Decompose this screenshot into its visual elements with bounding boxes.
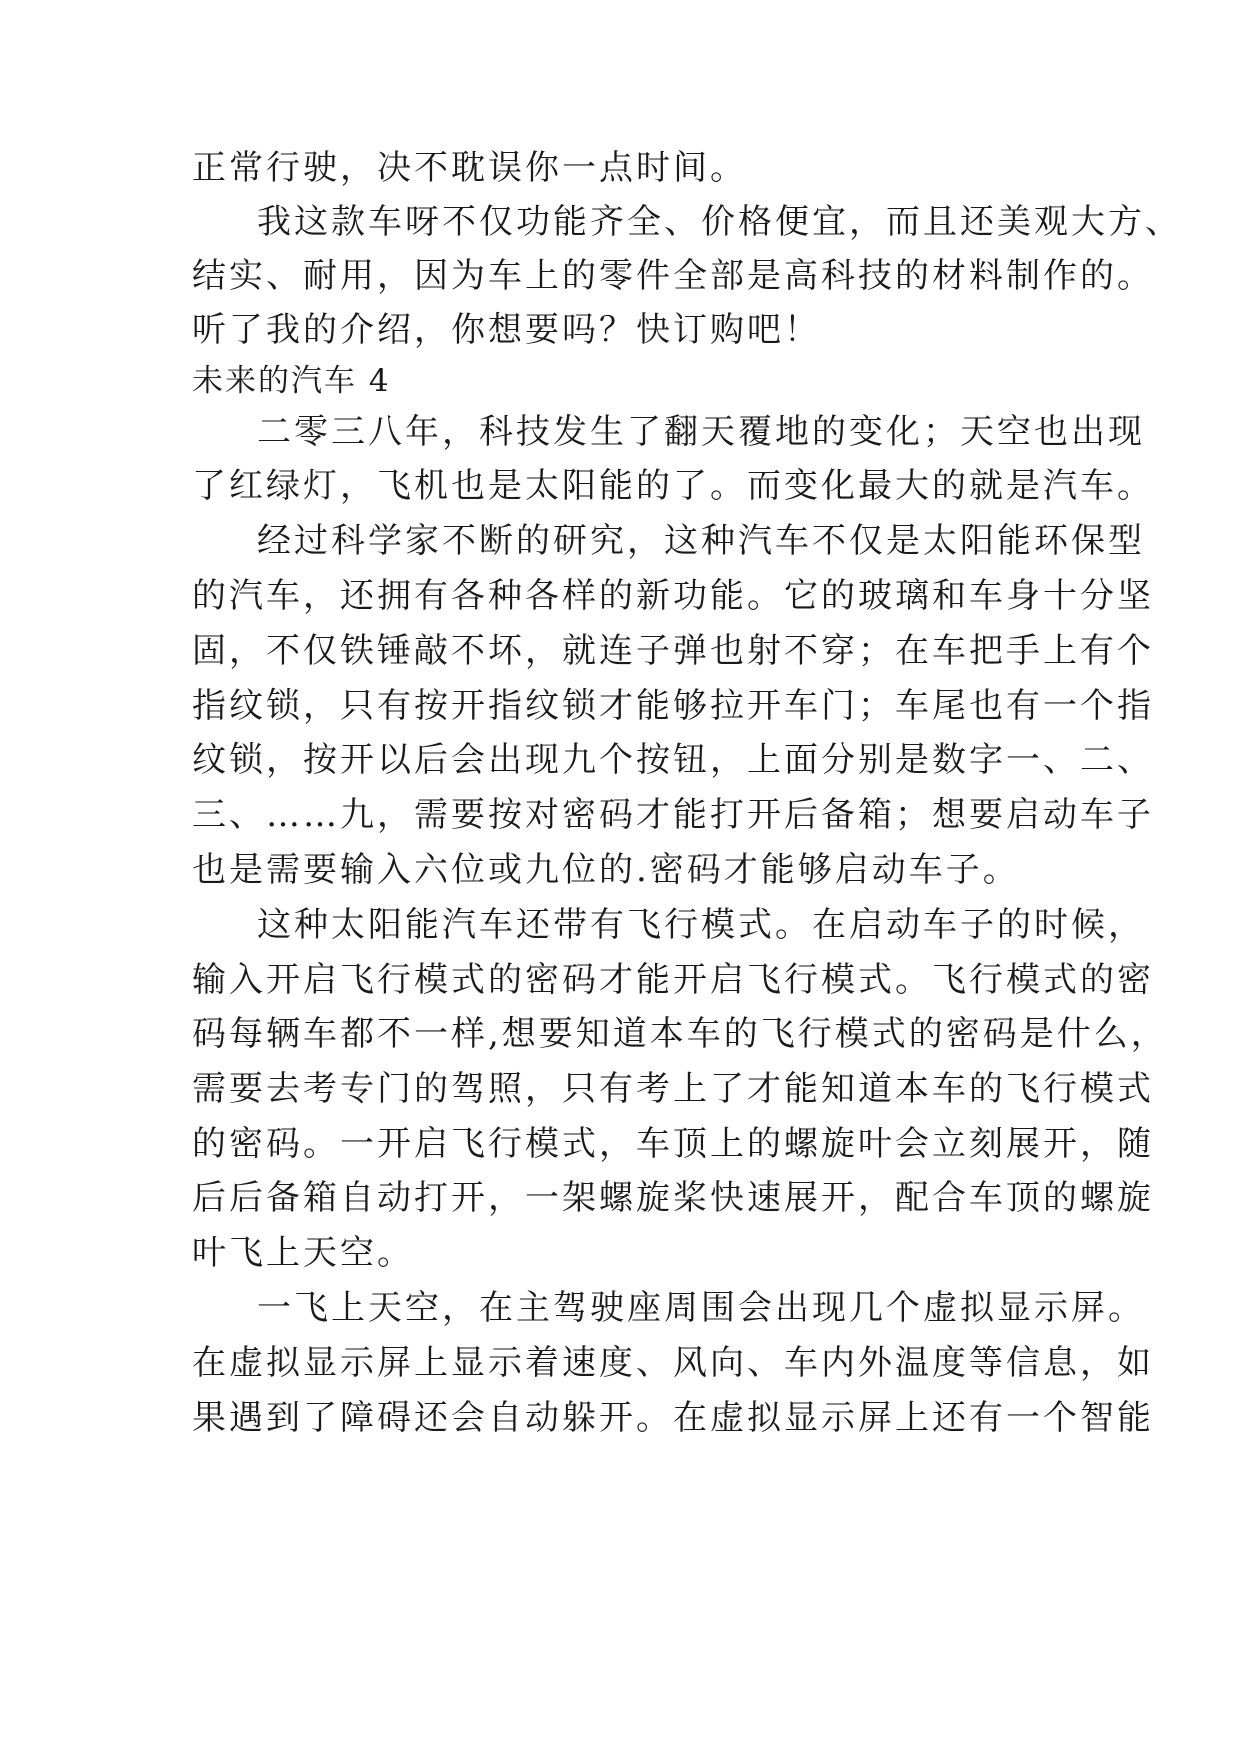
body-text-line: 了红绿灯，飞机也是太阳能的了。而变化最大的就是汽车。: [192, 466, 1154, 506]
paragraph-first-line: 二零三八年，科技发生了翻天覆地的变化；天空也出现: [257, 412, 1145, 452]
body-text-line: 纹锁，按开以后会出现九个按钮，上面分别是数字一、二、: [192, 740, 1154, 780]
body-text-line: 果遇到了障碍还会自动躲开。在虚拟显示屏上还有一个智能: [192, 1398, 1154, 1438]
body-text-line: 的汽车，还拥有各种各样的新功能。它的玻璃和车身十分坚: [192, 576, 1154, 616]
paragraph-first-line: 经过科学家不断的研究，这种汽车不仅是太阳能环保型: [257, 521, 1145, 561]
body-text-line: 指纹锁，只有按开指纹锁才能够拉开车门；车尾也有一个指: [192, 686, 1154, 726]
body-text-line: 固，不仅铁锤敲不坏，就连子弹也射不穿；在车把手上有个: [192, 631, 1154, 671]
body-text-line: 正常行驶，决不耽误你一点时间。: [192, 148, 747, 188]
body-text-line: 结实、耐用，因为车上的零件全部是高科技的材料制作的。: [192, 256, 1154, 296]
body-text-line: 三、……九，需要按对密码才能打开后备箱；想要启动车子: [192, 795, 1154, 835]
body-text-line: 码每辆车都不一样,想要知道本车的飞行模式的密码是什么，: [192, 1014, 1168, 1054]
paragraph-first-line: 我这款车呀不仅功能齐全、价格便宜，而且还美观大方、: [257, 202, 1182, 242]
body-text-line: 的密码。一开启飞行模式，车顶上的螺旋叶会立刻展开，随: [192, 1124, 1154, 1164]
body-text-line: 叶飞上天空。: [192, 1233, 414, 1273]
body-text-line: 后后备箱自动打开，一架螺旋桨快速展开，配合车顶的螺旋: [192, 1178, 1154, 1218]
body-text-line: 输入开启飞行模式的密码才能开启飞行模式。飞行模式的密: [192, 960, 1154, 1000]
paragraph-first-line: 这种太阳能汽车还带有飞行模式。在启动车子的时候，: [257, 905, 1145, 945]
body-text-line: 在虚拟显示屏上显示着速度、风向、车内外温度等信息，如: [192, 1343, 1154, 1383]
body-text-line: 需要去考专门的驾照，只有考上了才能知道本车的飞行模式: [192, 1069, 1154, 1109]
body-text-line: 也是需要输入六位或九位的.密码才能够启动车子。: [192, 850, 1020, 890]
body-text-line: 听了我的介绍，你想要吗？快订购吧！: [192, 310, 821, 350]
paragraph-first-line: 一飞上天空，在主驾驶座周围会出现几个虚拟显示屏。: [257, 1288, 1145, 1328]
section-heading: 未来的汽车 4: [192, 363, 391, 399]
